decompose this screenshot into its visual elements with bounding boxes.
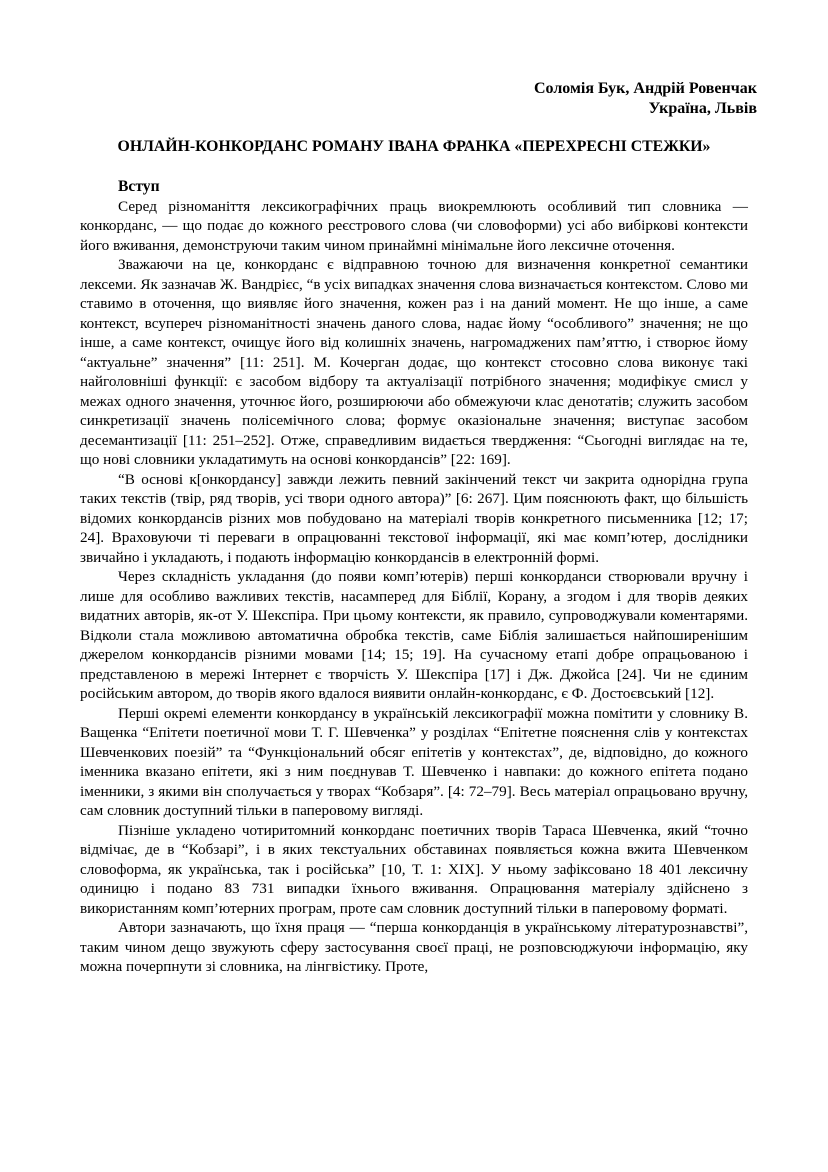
paragraph: Пізніше укладено чотиритомний конкорданс поетичних творів Тараса Шевченка, який “точно відмічає, де в “Кобзарі”, і в яких текстуальних обставинах появляється кожна вжита Шевченком словоформа, як українська, так і російська” [10, Т. 1: XIX]. У ньому зафіксовано 18 401 лексичну одиницю і подано 83 731 випадки їхнього вживання. Опрацювання матеріалу здійснено з використанням комп’ютерних програм, проте сам словник доступний тільки в паперовому форматі. bbox=[80, 821, 748, 917]
paragraph: Автори зазначають, що їхня праця — “перша конкорданція в українському літературознавстві”, таким чином дещо звужують сферу застосування своєї праці, не розповсюджуючи інформацію, яку можна почерпнути зі словника, на лінгвістику. Проте, bbox=[80, 919, 748, 975]
paragraph: Зважаючи на це, конкорданс є відправною точною для визначення конкретної семантики лексеми. Як зазначав Ж. Вандрієс, “в усіх випадках значення слова визначається контекстом. Слово ми ставимо в оточення, що виявляє його значення, кожен раз і на даний момент. Не що інше, а саме контекст, всупереч різноманітності значень даного слова, надає йому “особливого” значення; не що інше, а саме контекст, очищує його від колишніх значень, нагромаджених пам’яттю, і створює йому “актуальне” значення” [11: 251]. М. Кочерган додає, що контекст стосовно слова виконує такі найголовніші функції: є засобом відбору та актуалізації потрібного значення; модифікує смисл у межах одного значення, уточнює його, розширюючи або обмежуючи клас денотатів; служить засобом синкретизації значень полісемічного слова; формує оказіональне значення; виступає засобом десемантизації [11: 251–252]. Отже, справедливим видається твердження: “Сьогодні виглядає на те, що нові словники укладатимуть на основі конкордансів” [22: 169]. bbox=[80, 256, 748, 468]
paper-body bbox=[80, 177, 748, 977]
author-names: Соломія Бук, Андрій Ровенчак bbox=[533, 80, 757, 97]
author-block bbox=[534, 79, 757, 118]
paragraph: Серед різноманіття лексикографічних праць виокремлюють особливий тип словника — конкорданс, — що подає до кожного реєстрового слова (чи словоформи) усі або вибіркові контексти його вживання, демонструючи таким чином принаймні мінімальне його лексичне оточення. bbox=[80, 197, 748, 254]
paragraph: Через складність укладання (до появи комп’ютерів) перші конкорданси створювали вручну і лише для особливо важливих текстів, насамперед для Біблії, Корану, а згодом і для творів деяких видатних авторів, як-от У. Шекспіра. При цьому контексти, як правило, супроводжували коментарями. Відколи стала можливою автоматична обробка текстів, саме Біблія залишається найпоширенішим джерелом конкордансів різними мовами [14; 15; 19]. На сучасному етапі добре опрацьованою і представленою в мережі Інтернет є творчість У. Шекспіра [17] і Дж. Джойса [24]. Чи не єдиним російським автором, до творів якого вдалося виявити онлайн-конкорданс, є Ф. Достоєвський [12]. bbox=[80, 568, 748, 702]
author-affiliation: Україна, Львів bbox=[648, 99, 757, 117]
paper-title: ОНЛАЙН-КОНКОРДАНС РОМАНУ ІВАНА ФРАНКА «ПЕРЕХРЕСНІ СТЕЖКИ» bbox=[117, 138, 711, 155]
section-heading: Вступ bbox=[118, 178, 160, 195]
paragraph: Перші окремі елементи конкордансу в українській лексикографії можна помітити у словнику В. Ващенка “Епітети поетичної мови Т. Г. Шевченка” у розділах “Епітетне пояснення слів у контекстах Шевченкових поезій” та “Функціональний обсяг епітетів у контекстах”, де, відповідно, до кожного іменника вказано епітети, які з ним поєднував Т. Шевченко і навпаки: до кожного епітета подано іменники, з якими він сполучається у творах “Кобзаря”. [4: 72–79]. Весь матеріал опрацьовано вручну, сам словник доступний тільки в паперовому вигляді. bbox=[80, 704, 748, 819]
paragraph: “В основі к[онкордансу] завжди лежить певний закінчений текст чи закрита однорідна група таких текстів (твір, ряд творів, усі твори одного автора)” [6: 267]. Цим пояснюють факт, що більшість відомих конкордансів різних мов побудовано на матеріалі творів конкретного письменника [12; 17; 24]. Враховуючи ті переваги в опрацюванні текстової інформації, які має комп’ютер, дослідники звичайно і укладають, і подають інформацію конкордансів в електронній формі. bbox=[80, 470, 748, 566]
